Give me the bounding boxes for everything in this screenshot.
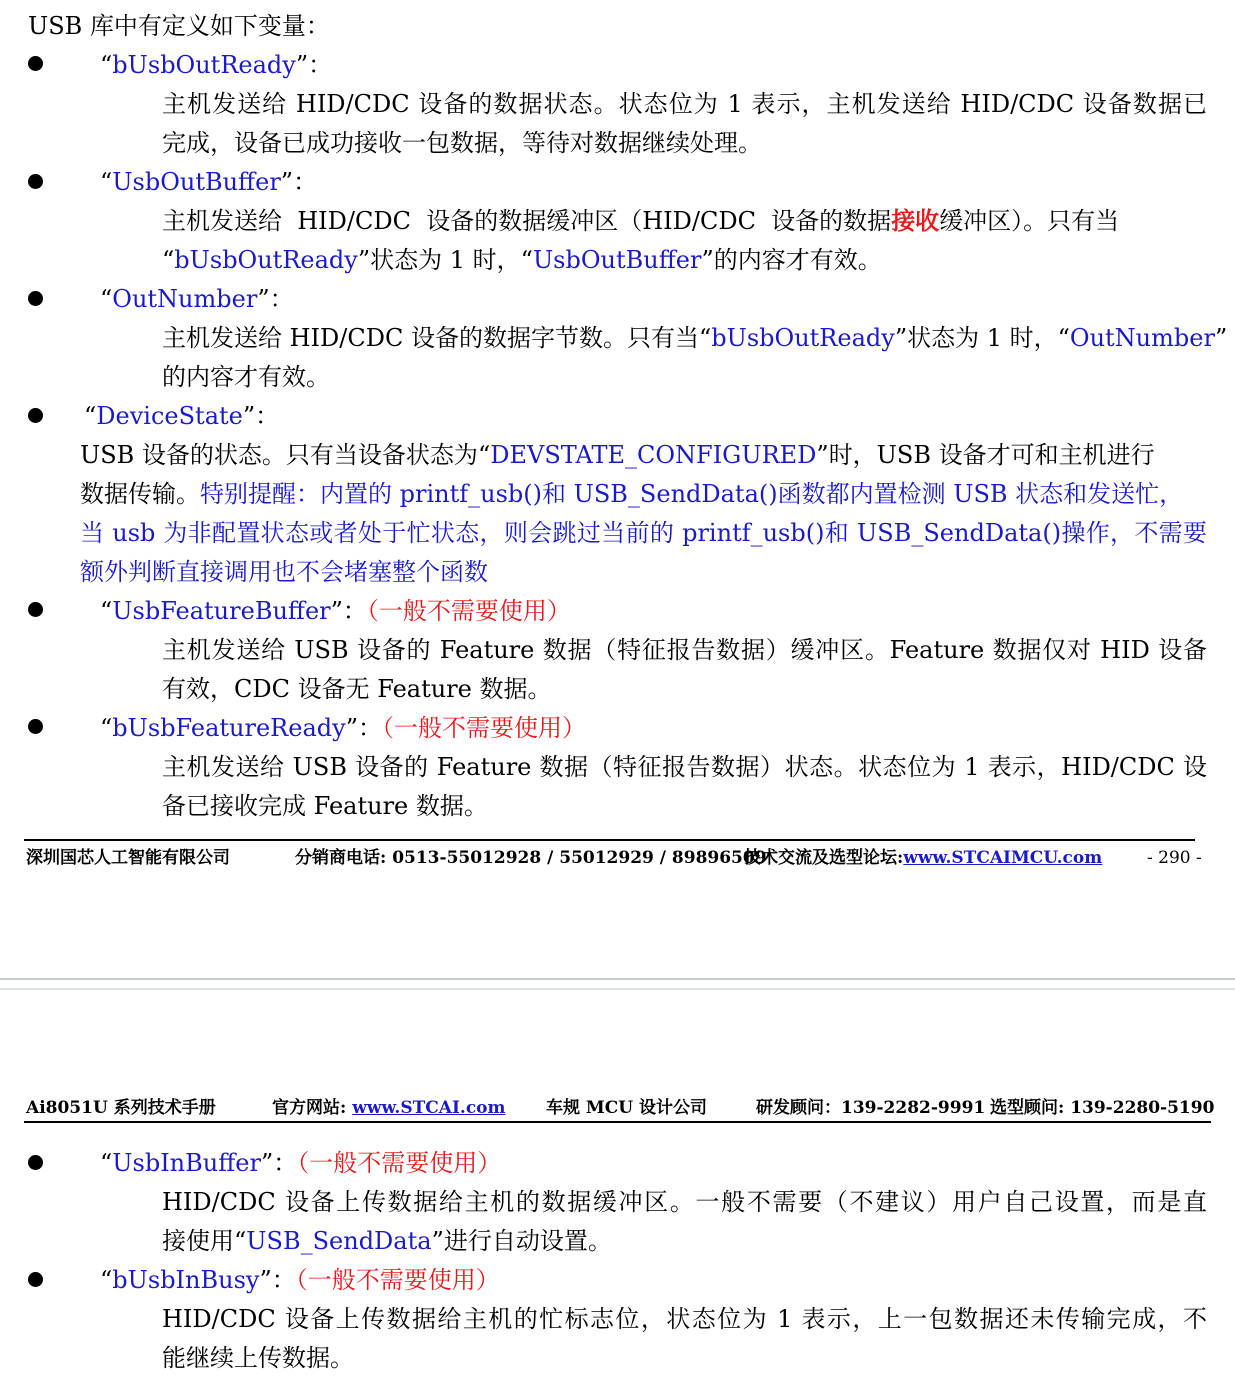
footer-phone: 分销商电话: 0513-55012928 / 55012929 / 89896509 [295,848,767,868]
page-separator [0,988,1235,990]
var-name: DeviceState [96,402,243,430]
var-name: bUsbInBusy [112,1266,260,1294]
var-name: bUsbOutReady [112,51,296,79]
header-manual-title: Ai8051U 系列技术手册 [26,1098,216,1118]
var-desc-line: 的内容才有效。 [162,363,330,391]
var-desc-line: 主机发送给 HID/CDC 设备的数据字节数。只有当“bUsbOutReady”状态为 1 时，“OutNumber” [162,324,1228,352]
footer-rule [24,839,1195,841]
footer-forum: 技术交流及选型论坛:www.STCAIMCU.com [744,848,1103,868]
bullet-icon [28,719,43,734]
var-name: bUsbFeatureReady [112,714,346,742]
var-desc-line: USB 设备的状态。只有当设备状态为“DEVSTATE_CONFIGURED”时，USB 设备才可和主机进行 [80,441,1155,469]
site-link[interactable]: www.STCAI.com [352,1098,506,1118]
var-heading-usbinbuffer: “UsbInBuffer”：（一般不需要使用） [100,1149,502,1177]
var-name: UsbInBuffer [112,1149,261,1177]
bullet-icon [28,602,43,617]
bullet-icon [28,291,43,306]
reminder-text: 额外判断直接调用也不会堵塞整个函数 [80,558,488,586]
var-name: UsbOutBuffer [112,168,281,196]
bullet-icon [28,1272,43,1287]
highlight-text: 接收 [891,206,940,235]
page-number: - 290 - [1147,848,1202,868]
var-heading-usboutbuffer: “UsbOutBuffer”： [100,168,318,196]
var-heading-usbfeaturebuffer: “UsbFeatureBuffer”：（一般不需要使用） [100,597,571,625]
var-desc-line: HID/CDC 设备上传数据给主机的数据缓冲区。一般不需要（不建议）用户自己设置，而是直 [162,1188,1207,1216]
var-desc-line: 数据传输。特别提醒：内置的 printf_usb()和 USB_SendData()函数都内置检测 USB 状态和发送忙， [80,480,1184,508]
var-desc-line: 有效，CDC 设备无 Feature 数据。 [162,675,552,703]
var-heading-outnumber: “OutNumber”： [100,285,294,313]
var-name: UsbFeatureBuffer [112,597,331,625]
header-company-tag: 车规 MCU 设计公司 [546,1098,708,1118]
var-heading-devicestate: “DeviceState”： [84,402,280,430]
var-name: OutNumber [112,285,258,313]
var-desc-line: 完成，设备已成功接收一包数据，等待对数据继续处理。 [162,129,762,157]
usage-note: （一般不需要使用） [381,714,586,742]
var-heading-busboutready: “bUsbOutReady”： [100,51,333,79]
var-desc-line: 主机发送给 USB 设备的 Feature 数据（特征报告数据）状态。状态位为 1 表示，HID/CDC 设 [162,753,1207,781]
intro-text: USB 库中有定义如下变量： [28,12,330,40]
forum-link[interactable]: www.STCAIMCU.com [903,848,1103,868]
bullet-icon [28,408,43,423]
reminder-text: 特别提醒：内置的 printf_usb()和 USB_SendData()函数都内置检测 USB 状态和发送忙， [200,480,1184,508]
var-desc-line: 能继续上传数据。 [162,1344,354,1372]
var-desc-line: 备已接收完成 Feature 数据。 [162,792,488,820]
var-desc-line: 主机发送给 USB 设备的 Feature 数据（特征报告数据）缓冲区。Feature 数据仅对 HID 设备 [162,636,1207,664]
var-heading-busbinbusy: “bUsbInBusy”：（一般不需要使用） [100,1266,500,1294]
var-desc-line: “bUsbOutReady”状态为 1 时，“UsbOutBuffer”的内容才有效。 [162,246,882,274]
header-sel-consult: 选型顾问: 139-2280-5190 [990,1098,1215,1118]
usage-note: （一般不需要使用） [297,1149,502,1177]
header-rule [24,1121,1211,1123]
header-site: 官方网站: www.STCAI.com [272,1098,506,1118]
reminder-text: 当 usb 为非配置状态或者处于忙状态，则会跳过当前的 printf_usb()和 USB_SendData()操作，不需要 [80,519,1207,547]
usage-note: （一般不需要使用） [366,597,571,625]
var-heading-busbfeatureready: “bUsbFeatureReady”：（一般不需要使用） [100,714,586,742]
var-desc-line: 主机发送给 HID/CDC 设备的数据状态。状态位为 1 表示，主机发送给 HID/CDC 设备数据已 [162,90,1207,118]
footer-company: 深圳国芯人工智能有限公司 [26,848,230,868]
usage-note: （一般不需要使用） [295,1266,500,1294]
bullet-icon [28,56,43,71]
header-rd-consult: 研发顾问：139-2282-9991 [756,1098,986,1118]
bullet-icon [28,1155,43,1170]
var-desc-line: 主机发送给 HID/CDC 设备的数据缓冲区（HID/CDC 设备的数据接收缓冲区）。只有当 [162,206,1120,235]
var-desc-line: HID/CDC 设备上传数据给主机的忙标志位，状态位为 1 表示，上一包数据还未传输完成，不 [162,1305,1207,1333]
bullet-icon [28,174,43,189]
page-separator [0,978,1235,980]
var-desc-line: 接使用“USB_SendData”进行自动设置。 [162,1227,612,1255]
